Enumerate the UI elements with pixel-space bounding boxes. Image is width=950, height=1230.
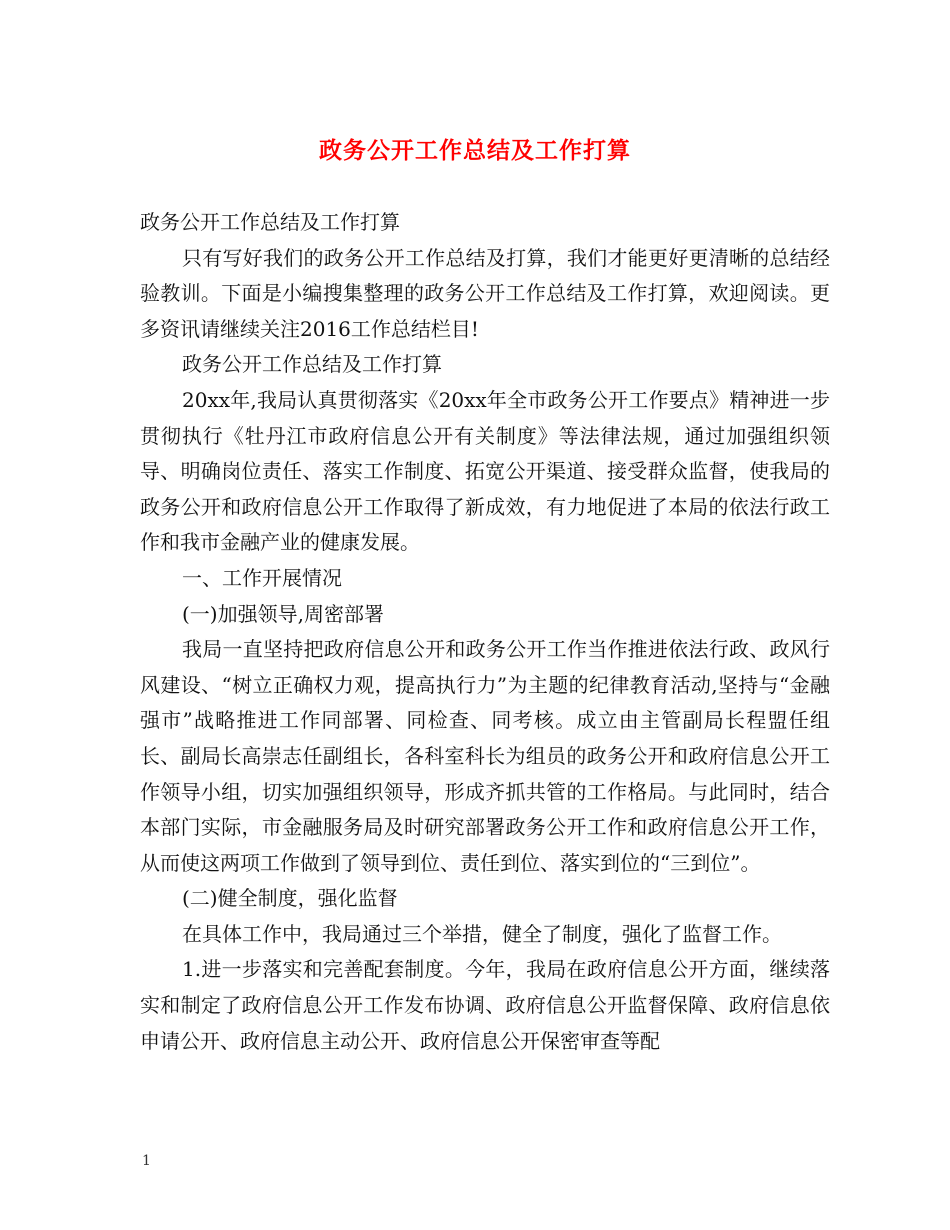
- document-title: 政务公开工作总结及工作打算: [319, 137, 631, 164]
- paragraph: 政务公开工作总结及工作打算: [182, 352, 442, 377]
- section-heading: 一、工作开展情况: [182, 565, 342, 590]
- page-number: 1: [142, 1153, 151, 1169]
- subsection-heading: (一)加强领导,周密部署: [182, 601, 384, 626]
- subsection-heading: (二)健全制度，强化监督: [182, 886, 398, 911]
- paragraph: 我局一直坚持把政府信息公开和政务公开工作当作推进依法行政、政风行风建设、“树立正确权力观，提高执行力”为主题的纪律教育活动,坚持与“金融强市”战略推进工作同部署、同检查、同考核。成立由主管副局长程盟任组长、副局长高崇志任副组长，各科室科长为组员的政务公开和政府信息公开工作领导小组，切实加强组织领导，形成齐抓共管的工作格局。与此同时，结合本部门实际，市金融服务局及时研究部署政务公开工作和政府信息公开工作，从而使这两项工作做到了领导到位、责任到位、落实到位的“三到位”。: [140, 637, 830, 875]
- paragraph: 1.进一步落实和完善配套制度。今年，我局在政府信息公开方面，继续落实和制定了政府信息公开工作发布协调、政府信息公开监督保障、政府信息依申请公开、政府信息主动公开、政府信息公开保密审查等配: [140, 957, 830, 1053]
- document-body: [140, 205, 830, 1059]
- paragraph: 在具体工作中，我局通过三个举措，健全了制度，强化了监督工作。: [182, 921, 782, 946]
- paragraph: 只有写好我们的政务公开工作总结及打算，我们才能更好更清晰的总结经验教训。下面是小编搜集整理的政务公开工作总结及工作打算，欢迎阅读。更多资讯请继续关注2016工作总结栏目!: [140, 245, 830, 341]
- paragraph: 政务公开工作总结及工作打算: [140, 210, 400, 234]
- paragraph: 20xx年,我局认真贯彻落实《20xx年全市政务公开工作要点》精神进一步贯彻执行《牡丹江市政府信息公开有关制度》等法律法规，通过加强组织领导、明确岗位责任、落实工作制度、拓宽公开渠道、接受群众监督，使我局的政务公开和政府信息公开工作取得了新成效，有力地促进了本局的依法行政工作和我市金融产业的健康发展。: [140, 387, 830, 555]
